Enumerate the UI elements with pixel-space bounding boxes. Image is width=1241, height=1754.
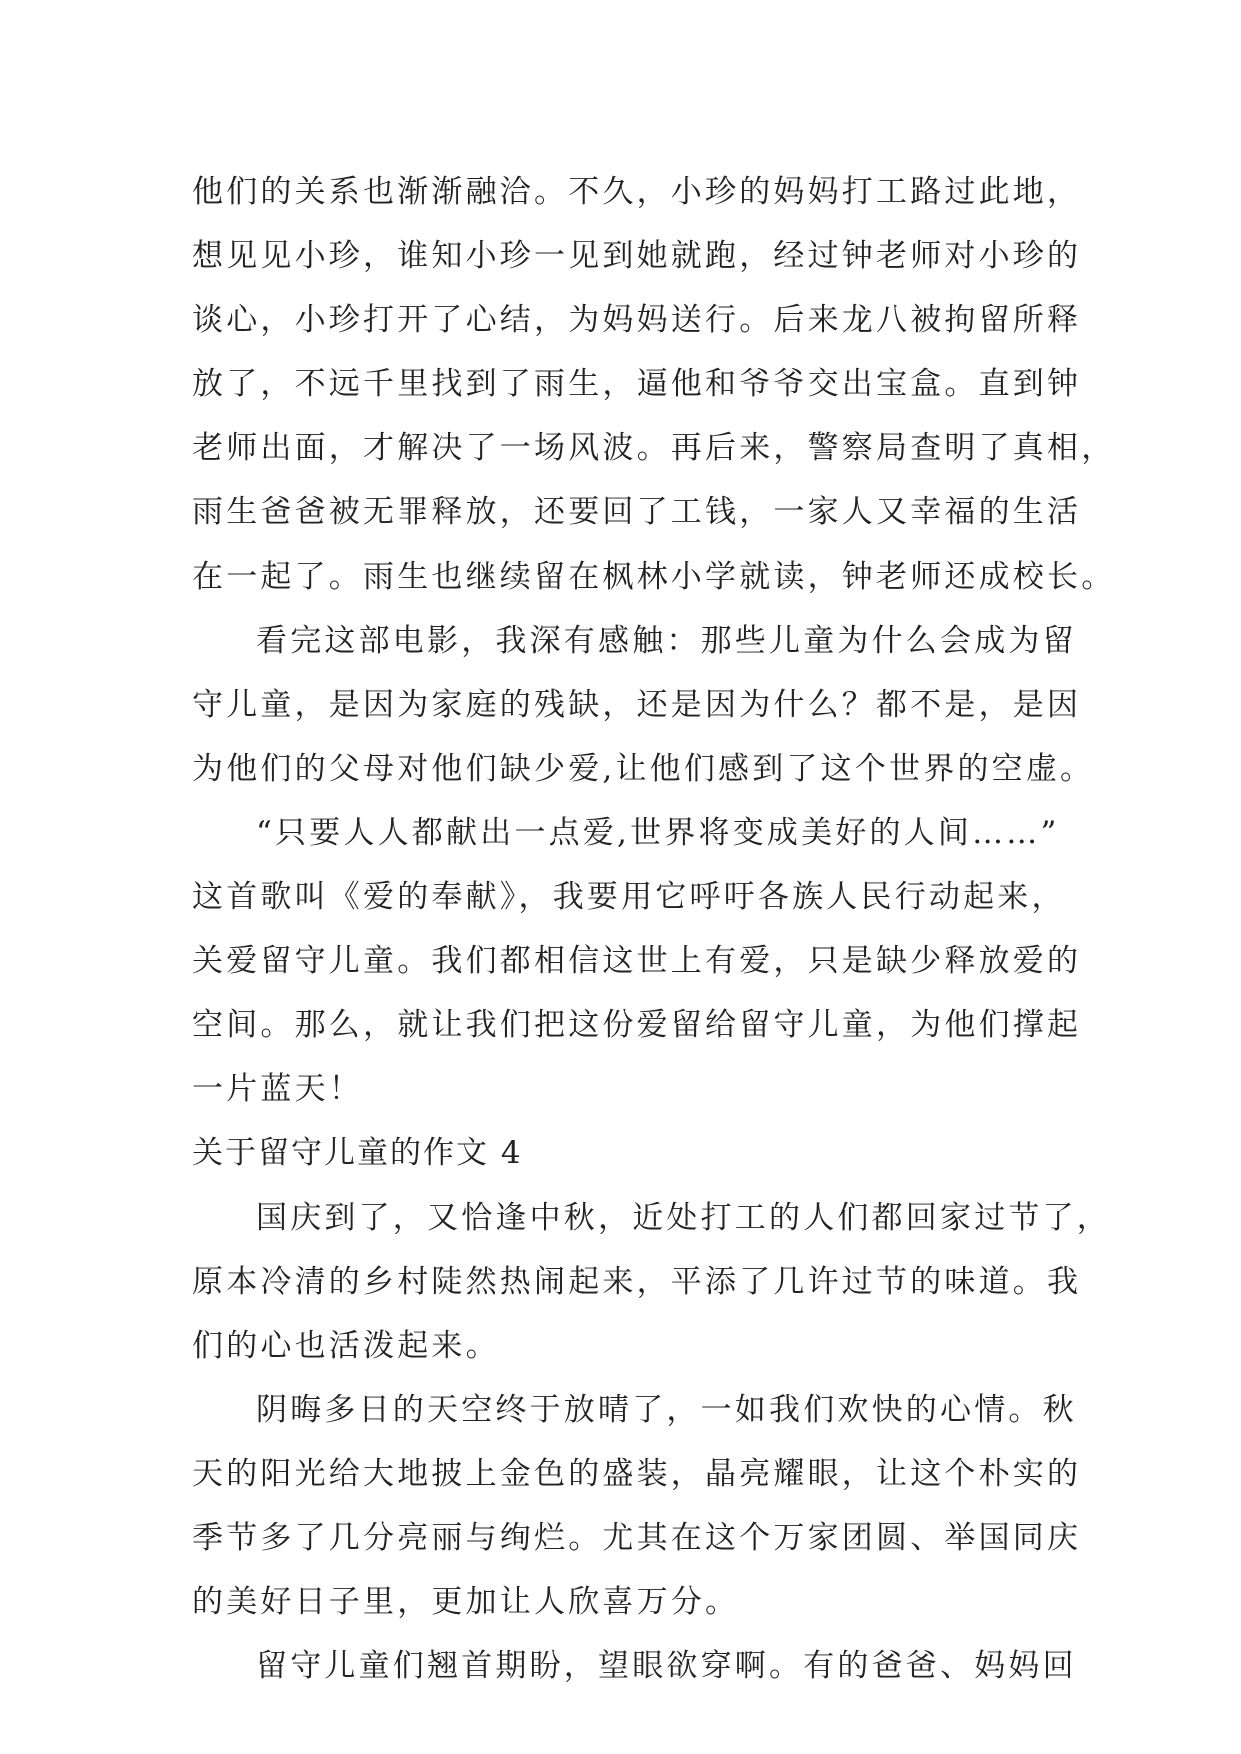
text-line: 放了，不远千里找到了雨生，逼他和爷爷交出宝盒。直到钟: [192, 366, 1082, 403]
text-line: 他们的关系也渐渐融洽。不久，小珍的妈妈打工路过此地，: [192, 174, 1082, 210]
paragraph-start-line: 看完这部电影，我深有感触：那些儿童为什么会成为留: [256, 622, 1077, 659]
text-line: 守儿童，是因为家庭的残缺，还是因为什么？都不是，是因: [192, 686, 1082, 723]
document-body: [192, 160, 1116, 1698]
text-line: 原本冷清的乡村陡然热闹起来，平添了几许过节的味道。我: [192, 1263, 1082, 1300]
section-heading: 关于留守儿童的作文 4: [192, 1135, 523, 1172]
text-line: 天的阳光给大地披上金色的盛装，晶亮耀眼，让这个朴实的: [192, 1455, 1082, 1492]
text-line: 空间。那么，就让我们把这份爱留给留守儿童，为他们撑起: [192, 1007, 1082, 1044]
text-line: 为他们的父母对他们缺少爱,让他们感到了这个世界的空虚。: [192, 750, 1095, 787]
paragraph-start-line: “只要人人都献出一点爱,世界将变成美好的人间……”: [256, 814, 1060, 851]
text-line: 想见见小珍，谁知小珍一见到她就跑，经过钟老师对小珍的: [192, 238, 1082, 275]
text-line: 谈心，小珍打开了心结，为妈妈送行。后来龙八被拘留所释: [192, 302, 1082, 339]
paragraph-start-line: 留守儿童们翘首期盼，望眼欲穿啊。有的爸爸、妈妈回: [256, 1648, 1077, 1685]
text-line: 老师出面，才解决了一场风波。再后来，警察局查明了真相，: [192, 430, 1116, 467]
text-line: 在一起了。雨生也继续留在枫林小学就读，钟老师还成校长。: [192, 558, 1116, 595]
text-line: 们的心也活泼起来。: [192, 1327, 500, 1364]
text-line: 关爱留守儿童。我们都相信这世上有爱，只是缺少释放爱的: [192, 943, 1082, 980]
text-line: 这首歌叫《爱的奉献》，我要用它呼吁各族人民行动起来，: [192, 879, 1066, 916]
text-line: 的美好日子里，更加让人欣喜万分。: [192, 1584, 740, 1621]
paragraph-start-line: 国庆到了，又恰逢中秋，近处打工的人们都回家过节了，: [256, 1199, 1111, 1236]
text-line: 季节多了几分亮丽与绚烂。尤其在这个万家团圆、举国同庆: [192, 1519, 1082, 1556]
text-line: 一片蓝天！: [192, 1071, 363, 1108]
paragraph-start-line: 阴晦多日的天空终于放晴了，一如我们欢快的心情。秋: [256, 1391, 1077, 1428]
text-line: 雨生爸爸被无罪释放，还要回了工钱，一家人又幸福的生活: [192, 494, 1082, 531]
